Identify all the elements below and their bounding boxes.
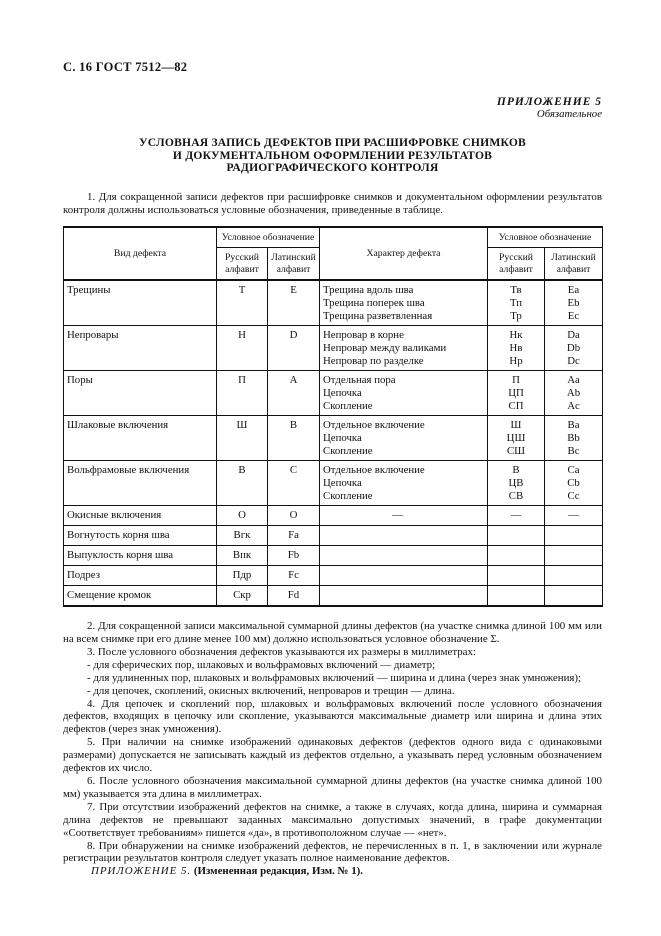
table-row: [64, 326, 603, 371]
character-lat-symbol: —: [568, 509, 579, 522]
character-latin-cell: [545, 586, 603, 607]
symbol-russian-cell: П: [217, 371, 268, 416]
character-line: Непровар между валиками: [323, 342, 447, 355]
paragraph: 2. Для сокращенной записи максимальной суммарной длины дефектов (на участке снимка длиной 100 мм или на всем снимке при его длине менее 100 мм) должно использоваться условное обозначение Σ.: [63, 620, 602, 645]
intro-paragraph: 1. Для сокращенной записи дефектов при расшифровке снимков и документальном оформлении результатов контроля должны использоваться условные обозначения, приведенные в таблице.: [63, 190, 602, 216]
table-row: [64, 461, 603, 506]
character-lat-symbol: Ec: [567, 310, 580, 323]
symbol-latin-cell: Fa: [268, 526, 320, 546]
character-line: Отдельная пора: [323, 374, 396, 387]
character-line: Скопление: [323, 490, 373, 503]
symbol-russian-cell: Скр: [217, 586, 268, 607]
character-latin-cell: [545, 416, 603, 461]
defect-type-cell: Шлаковые включения: [64, 416, 217, 461]
symbol-russian-cell: В: [217, 461, 268, 506]
symbol-latin-cell: Е: [268, 280, 320, 326]
col-header-symbol-left: Условное обозначение: [217, 227, 320, 248]
symbol-latin-cell: D: [268, 326, 320, 371]
defects-table-header: [64, 227, 603, 281]
page-header: С. 16 ГОСТ 7512—82: [63, 60, 188, 74]
defect-type-cell: Вольфрамовые включения: [64, 461, 217, 506]
title-line-1: УСЛОВНАЯ ЗАПИСЬ ДЕФЕКТОВ ПРИ РАСШИФРОВКЕ СНИМКОВ: [139, 136, 526, 149]
character-lat-symbol: Ea: [567, 284, 580, 297]
col-header-symbol-right: Условное обозначение: [488, 227, 603, 248]
character-lat-symbol: Ab: [566, 387, 581, 400]
defect-character-cell: [320, 526, 488, 546]
character-russian-cell: [488, 566, 545, 586]
symbol-russian-cell: О: [217, 506, 268, 526]
symbol-latin-cell: С: [268, 461, 320, 506]
defect-character-cell: [320, 461, 488, 506]
paragraph: 4. Для цепочек и скоплений пор, шлаковых и вольфрамовых включений после условного обозначения дефектов, входящих в цепочку или скопление, указываются максимальные диаметр или ширина и длина этих дефектов (через знак умножения).: [63, 697, 602, 736]
character-ru-symbol: СШ: [506, 445, 526, 458]
page-content: [63, 60, 602, 878]
character-ru-symbol: СВ: [508, 490, 524, 503]
table-row: [64, 586, 603, 607]
title-line-3: РАДИОГРАФИЧЕСКОГО КОНТРОЛЯ: [226, 161, 439, 175]
paragraphs-section: [63, 620, 602, 865]
symbol-russian-cell: Пдр: [217, 566, 268, 586]
defect-character-cell: [320, 566, 488, 586]
symbol-latin-cell: В: [268, 416, 320, 461]
closing-line: [63, 865, 602, 878]
character-russian-cell: [488, 416, 545, 461]
defect-type-cell: Смещение кромок: [64, 586, 217, 607]
defect-character-cell: [320, 586, 488, 607]
character-ru-symbol: ЦП: [508, 387, 524, 400]
annex-label: ПРИЛОЖЕНИЕ 5: [496, 96, 602, 108]
paragraph: 7. При отсутствии изображений дефектов на снимке, а также в случаях, когда длина, ширина и суммарная длина дефектов не превышают заданных максимально допустимых значений, в графе документации «Соответствует требованиям» пишется «да», в противоположном случае — «нет».: [63, 800, 602, 839]
character-latin-cell: [545, 506, 603, 526]
character-line: Трещина вдоль шва: [323, 284, 414, 297]
list-item: - для сферических пор, шлаковых и вольфрамовых включений — диаметр;: [87, 658, 436, 671]
defect-character-cell: [320, 280, 488, 326]
character-lat-symbol: Cc: [567, 490, 580, 503]
symbol-russian-cell: Н: [217, 326, 268, 371]
character-line: Отдельное включение: [323, 464, 425, 477]
character-russian-cell: [488, 371, 545, 416]
closing-annex-reference: ПРИЛОЖЕНИЕ 5.: [91, 865, 192, 878]
character-latin-cell: [545, 280, 603, 326]
col-header-defect-character: Характер дефекта: [320, 227, 488, 281]
character-ru-symbol: Ш: [510, 419, 522, 432]
table-row: [64, 371, 603, 416]
paragraph: 8. При обнаружении на снимке изображений дефектов, не перечисленных в п. 1, в заключении или журнале регистрации результатов контроля следует указать полное наименование дефектов.: [63, 839, 602, 865]
table-row: [64, 280, 603, 326]
symbol-russian-cell: Впк: [217, 546, 268, 566]
symbol-latin-cell: О: [268, 506, 320, 526]
defect-type-cell: Выпуклость корня шва: [64, 546, 217, 566]
character-ru-symbol: Тп: [510, 297, 522, 310]
defect-type-cell: Непровары: [64, 326, 217, 371]
character-latin-cell: [545, 371, 603, 416]
paragraph: 5. При наличии на снимке изображений одинаковых дефектов (дефектов одного вида с одинаковыми размерами) допускается не записывать каждый из дефектов отдельно, а указывать перед условным обозначением дефектов их число.: [63, 736, 602, 775]
character-lat-symbol: Dc: [567, 355, 580, 368]
character-russian-cell: [488, 546, 545, 566]
character-ru-symbol: Тв: [510, 284, 522, 297]
list-item: - для удлиненных пор, шлаковых и вольфрамовых включений — ширина и длина (через знак умножения);: [87, 671, 582, 684]
character-ru-symbol: —: [510, 509, 522, 522]
character-ru-symbol: Нр: [509, 355, 523, 368]
character-russian-cell: [488, 280, 545, 326]
character-lat-symbol: Ca: [567, 464, 580, 477]
title-line-2: И ДОКУМЕНТАЛЬНОМ ОФОРМЛЕНИИ РЕЗУЛЬТАТОВ: [172, 148, 493, 162]
character-line: Трещина разветвленная: [323, 310, 433, 323]
character-ru-symbol: ЦВ: [508, 477, 524, 490]
character-line: Непровар в корне: [323, 329, 404, 342]
paragraph: 3. После условного обозначения дефектов указываются их размеры в миллиметрах:: [87, 645, 476, 658]
defect-character-cell: [320, 326, 488, 371]
character-latin-cell: [545, 526, 603, 546]
character-latin-cell: [545, 326, 603, 371]
character-ru-symbol: Нв: [509, 342, 523, 355]
col-header-russian-right: Русский алфавит: [488, 248, 545, 281]
character-line: Цепочка: [323, 477, 362, 490]
paragraph: 6. После условного обозначения максимальной суммарной длины дефектов (на участке снимка длиной 100 мм) указывается эта длина в миллиметрах.: [63, 774, 602, 800]
symbol-russian-cell: Вгк: [217, 526, 268, 546]
defect-type-cell: Окисные включения: [64, 506, 217, 526]
character-line: Цепочка: [323, 432, 362, 445]
character-lat-symbol: Ba: [567, 419, 580, 432]
character-russian-cell: [488, 326, 545, 371]
defect-character-cell: [320, 546, 488, 566]
annex-subtitle: Обязательное: [536, 108, 602, 120]
table-row: [64, 526, 603, 546]
symbol-latin-cell: Fd: [268, 586, 320, 607]
character-line: —: [392, 509, 403, 522]
defects-table: [63, 226, 603, 608]
character-latin-cell: [545, 566, 603, 586]
annex-block: [63, 96, 602, 120]
character-line: Непровар по разделке: [323, 355, 424, 368]
character-lat-symbol: Bb: [567, 432, 580, 445]
character-lat-symbol: Db: [566, 342, 581, 355]
closing-amendment-note: (Измененная редакция, Изм. № 1).: [193, 865, 364, 878]
character-russian-cell: [488, 526, 545, 546]
symbol-latin-cell: Fb: [268, 546, 320, 566]
document-title: [63, 137, 602, 175]
symbol-russian-cell: Т: [217, 280, 268, 326]
character-ru-symbol: СП: [508, 400, 524, 413]
defect-type-cell: Трещины: [64, 280, 217, 326]
character-ru-symbol: В: [512, 464, 520, 477]
character-lat-symbol: Aa: [567, 374, 580, 387]
defect-type-cell: Поры: [64, 371, 217, 416]
character-russian-cell: [488, 506, 545, 526]
defect-character-cell: [320, 371, 488, 416]
table-row: [64, 566, 603, 586]
character-ru-symbol: Тр: [510, 310, 522, 323]
character-lat-symbol: Cb: [567, 477, 580, 490]
character-line: Цепочка: [323, 387, 362, 400]
character-line: Трещина поперек шва: [323, 297, 425, 310]
character-line: Скопление: [323, 400, 373, 413]
character-ru-symbol: Нк: [509, 329, 523, 342]
symbol-russian-cell: Ш: [217, 416, 268, 461]
character-line: Отдельное включение: [323, 419, 425, 432]
character-lat-symbol: Ac: [567, 400, 580, 413]
col-header-russian-left: Русский алфавит: [217, 248, 268, 281]
character-russian-cell: [488, 586, 545, 607]
character-ru-symbol: ЦШ: [506, 432, 526, 445]
character-latin-cell: [545, 461, 603, 506]
character-lat-symbol: Bc: [567, 445, 580, 458]
col-header-defect-type: Вид дефекта: [64, 227, 217, 281]
col-header-latin-left: Латинский алфавит: [268, 248, 320, 281]
character-ru-symbol: П: [512, 374, 520, 387]
symbol-latin-cell: А: [268, 371, 320, 416]
defect-type-cell: Подрез: [64, 566, 217, 586]
table-row: [64, 506, 603, 526]
character-russian-cell: [488, 461, 545, 506]
character-lat-symbol: Da: [567, 329, 580, 342]
defect-character-cell: [320, 506, 488, 526]
character-line: Скопление: [323, 445, 373, 458]
defect-type-cell: Вогнутость корня шва: [64, 526, 217, 546]
defects-table-body: [64, 280, 603, 606]
table-row: [64, 546, 603, 566]
character-latin-cell: [545, 546, 603, 566]
defect-character-cell: [320, 416, 488, 461]
table-row: [64, 416, 603, 461]
symbol-latin-cell: Fc: [268, 566, 320, 586]
list-item: - для цепочек, скоплений, окисных включений, непроваров и трещин — длина.: [87, 684, 455, 697]
col-header-latin-right: Латинский алфавит: [545, 248, 603, 281]
character-lat-symbol: Eb: [567, 297, 580, 310]
